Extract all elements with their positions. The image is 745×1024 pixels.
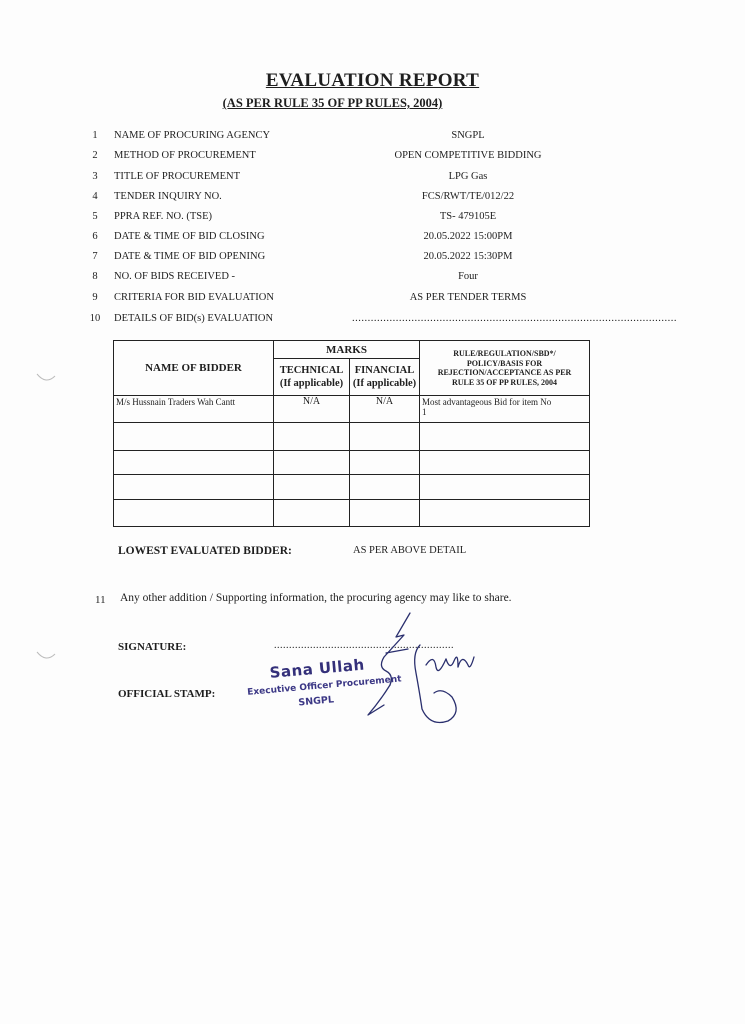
field-number: 1 [92,130,98,141]
field-value: FCS/RWT/TE/012/22 [421,191,515,202]
field-number: 3 [92,171,98,182]
field-row [0,231,745,247]
field-row [0,292,745,308]
report-title: EVALUATION REPORT [265,70,480,91]
cell-rule: Most advantageous Bid for item No 1 [420,396,590,423]
field-value: Four [458,271,478,282]
field-label: TITLE OF PROCUREMENT [114,171,240,182]
field-label: DATE & TIME OF BID CLOSING [114,231,265,242]
handwritten-signature [350,605,480,735]
cell-bidder [114,423,274,451]
cell-financial [350,475,420,500]
table-row [114,451,590,475]
cell-bidder [114,451,274,475]
cell-technical [274,500,350,527]
stamp-designation: Executive Officer Procurement [246,674,402,698]
header-name-of-bidder: NAME OF BIDDER [114,341,274,396]
cell-financial [350,423,420,451]
lowest-bidder-label: LOWEST EVALUATED BIDDER: [118,545,292,557]
field-value: SNGPL [451,130,485,141]
bid-evaluation-table [113,340,590,527]
table-row [114,500,590,527]
field-row [0,171,745,187]
field-row [0,271,745,287]
cell-rule [420,423,590,451]
field-label: DETAILS OF BID(s) EVALUATION [114,313,274,324]
stamp-organization: SNGPL [297,694,335,709]
additional-info-text: Any other addition / Supporting information, the procuring agency may like to share. [120,592,512,604]
field-label: NAME OF PROCURING AGENCY [114,130,271,141]
field-number: 9 [92,292,98,303]
punch-hole-mark [36,372,56,384]
stamp-name: Sana Ullah [268,655,366,682]
field-number: 7 [92,251,98,262]
cell-bidder [114,500,274,527]
field-label: DATE & TIME OF BID OPENING [114,251,266,262]
field-label: NO. OF BIDS RECEIVED - [114,271,236,282]
field-number: 2 [92,150,98,161]
signature-dotted-line: ............................................................ [274,640,454,651]
field-row [0,191,745,207]
lowest-bidder-value: AS PER ABOVE DETAIL [353,545,467,556]
cell-bidder: M/s Hussnain Traders Wah Cantt [114,396,274,423]
field-label: METHOD OF PROCUREMENT [114,150,256,161]
field-number: 4 [92,191,98,202]
table-row [114,475,590,500]
dotted-line: ........................................................................................................ [352,313,677,324]
field-value: OPEN COMPETITIVE BIDDING [394,150,542,161]
field-value: LPG Gas [448,171,488,182]
field-number: 8 [92,271,98,282]
field-row [0,130,745,146]
field-row [0,251,745,267]
cell-technical [274,451,350,475]
header-financial: FINANCIAL (If applicable) [350,359,420,396]
cell-technical: N/A [274,396,350,423]
table-row [114,423,590,451]
field-value: AS PER TENDER TERMS [409,292,527,303]
cell-financial [350,500,420,527]
field-row [0,211,745,227]
field-value: 20.05.2022 15:30PM [423,251,513,262]
report-subtitle: (AS PER RULE 35 OF PP RULES, 2004) [222,96,443,110]
field-number: 10 [89,313,101,324]
header-technical: TECHNICAL (If applicable) [274,359,350,396]
signature-label: SIGNATURE: [118,641,187,653]
field-value: 20.05.2022 15:00PM [423,231,513,242]
cell-rule [420,500,590,527]
field-row [0,313,745,329]
header-rule-basis: RULE/REGULATION/SBD*/ POLICY/BASIS FOR REJECTION/ACCEPTANCE AS PER RULE 35 OF PP RULES, 2004 [420,341,590,396]
table-row [114,396,590,423]
additional-info-number: 11 [95,594,106,606]
punch-hole-mark [36,650,56,662]
field-label: TENDER INQUIRY NO. [114,191,222,202]
field-number: 5 [92,211,98,222]
field-row [0,150,745,166]
cell-financial [350,451,420,475]
header-marks: MARKS [274,341,420,359]
cell-bidder [114,475,274,500]
official-stamp-label: OFFICIAL STAMP: [118,688,216,700]
cell-rule [420,451,590,475]
cell-technical [274,475,350,500]
cell-technical [274,423,350,451]
table-header-row [114,341,590,359]
cell-financial: N/A [350,396,420,423]
field-number: 6 [92,231,98,242]
cell-rule [420,475,590,500]
field-label: CRITERIA FOR BID EVALUATION [114,292,274,303]
field-label: PPRA REF. NO. (TSE) [114,211,213,222]
field-value: TS- 479105E [439,211,497,222]
